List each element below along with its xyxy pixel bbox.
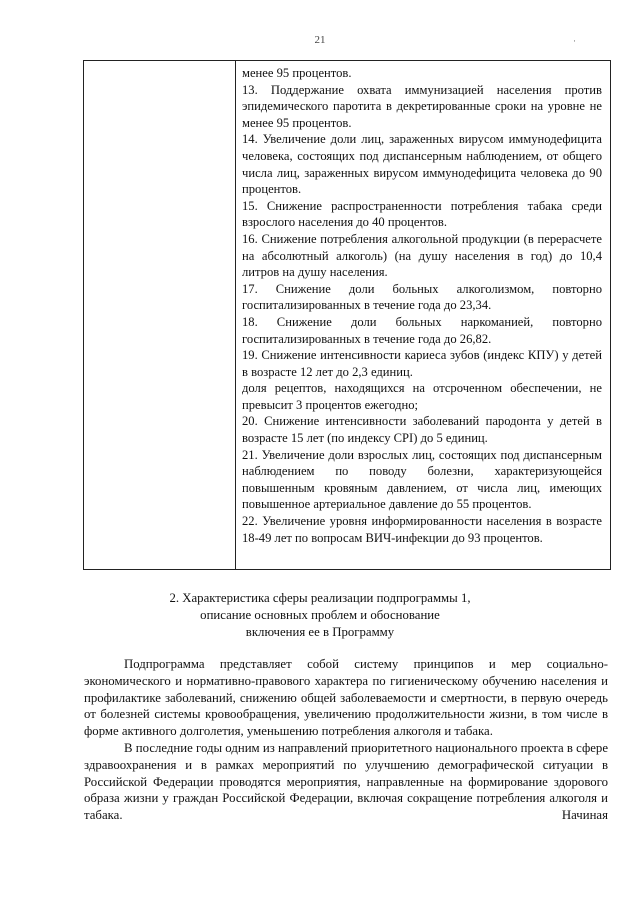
section-heading-line: включения ее в Программу	[245, 625, 395, 639]
table-item: 13. Поддержание охвата иммунизацией населения против эпидемического паротита в декретированные сроки на уровне не менее 95 процентов.	[242, 82, 602, 130]
section-body	[84, 656, 608, 824]
table-item: 22. Увеличение уровня информированности населения в возрасте 18-49 лет по вопросам ВИЧ-инфекции до 93 процентов.	[242, 514, 602, 545]
table-item: 20. Снижение интенсивности заболеваний пародонта у детей в возрасте 15 лет (по индексу СРI) до 5 единиц.	[242, 414, 602, 446]
table-cell-indicators	[242, 65, 602, 546]
section-heading	[0, 590, 640, 641]
table-item: 18. Снижение доли больных наркоманией, повторно госпитализированных в течение года до 26,82.	[242, 314, 602, 346]
table-item: доля рецептов, находящихся на отсроченном обеспечении, не превысит 3 процентов ежегодно;	[242, 381, 602, 412]
table-item: 17. Снижение доли больных алкоголизмом, повторно госпитализированных в течение года до 23,34.	[242, 281, 602, 313]
table-item: 16. Снижение потребления алкогольной продукции (в перерасчете на абсолютный алкоголь) (на душу населения в год) до 10,4 литров на душу населения.	[242, 231, 602, 280]
table-item: 19. Снижение интенсивности кариеса зубов (индекс КПУ) у детей в возрасте 12 лет до 2,3 единиц.	[242, 348, 602, 379]
section-heading-line: описание основных проблем и обоснование	[200, 608, 440, 622]
table-item: 14. Увеличение доли лиц, зараженных вирусом иммунодефицита человека, состоящих под диспансерным наблюдением, от общего числа лиц, зараженных вирусом иммунодефицита человека до 90 процентов.	[242, 132, 602, 197]
table-item: 21. Увеличение доли взрослых лиц, состоящих под диспансерным наблюдением по поводу болезни, характеризующейся повышенным кровяным давлением, от числа лиц, имеющих повышенное артериальное давление до 55 процентов.	[242, 447, 602, 512]
indicators-table	[83, 60, 611, 570]
table-item: 15. Снижение распространенности потребления табака среди взрослого населения до 40 процентов.	[242, 198, 602, 230]
body-paragraph: Подпрограмма представляет собой систему принципов и мер социально-экономического и нормативно-правового характера по гигиеническому обучению населения и профилактике заболеваний, снижению общей заболеваемости и смертности, в первую очередь от болезней системы кровообращения, увеличению продолжительности жизни, в том числе в форме активного долголетия, уменьшению потребления алкоголя и табака.	[84, 657, 608, 739]
table-item: менее 95 процентов.	[242, 66, 352, 80]
body-paragraph: В последние годы одним из направлений приоритетного национального проекта в сфере здравоохранения и в рамках мероприятий по улучшению демографической ситуации в Российской Федерации проводятся мероприятия, направленные на формирование здорового образа жизни у граждан Российской Федерации, включая сокращение потребления алкоголя и табака. Начиная	[84, 740, 608, 823]
page-number: 21	[314, 34, 326, 46]
section-heading-line: 2. Характеристика сферы реализации подпрограммы 1,	[169, 591, 471, 605]
table-column-divider	[235, 61, 236, 569]
corner-mark: ·	[573, 36, 576, 46]
